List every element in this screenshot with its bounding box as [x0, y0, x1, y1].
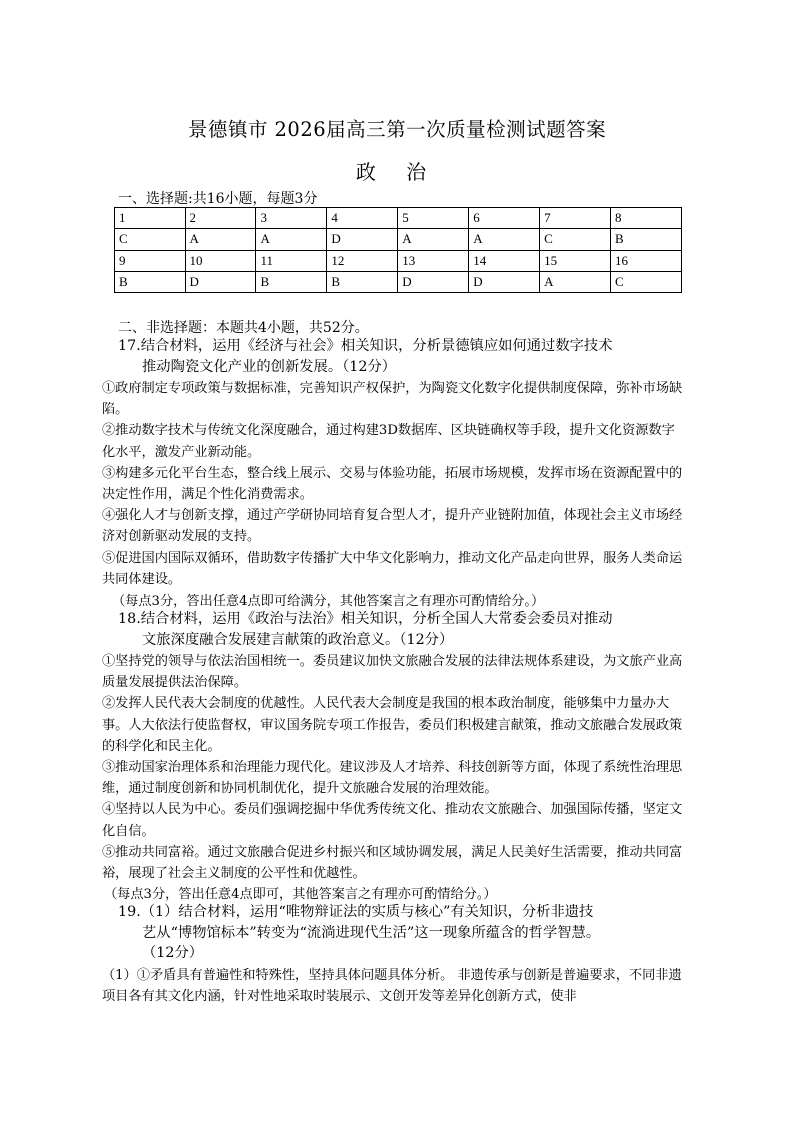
question-19-line1: 19.（1）结合材料，运用“唯物辩证法的实质与核心”有关知识，分析非遗技 — [118, 904, 594, 920]
q17-point-3: ③构建多元化平台生态，整合线上展示、交易与体验功能，拓展市场规模，发挥市场在资源配置中的决定性作用，满足个性化消费需求。 — [102, 465, 683, 503]
question-19 — [118, 902, 698, 964]
q17-point-1: ①政府制定专项政策与数据标准，完善知识产权保护，为陶瓷文化数字化提供制度保障，弥补市场缺陷。 — [102, 381, 683, 418]
question-number-cell: 4 — [327, 208, 398, 229]
answer-cell: D — [469, 271, 540, 292]
answer-cell: B — [611, 229, 682, 250]
question-number-cell: 12 — [327, 250, 398, 271]
question-18-line1: 18.结合材料，运用《政治与法治》相关知识，分析全国人大常委会委员对推动 — [118, 611, 613, 627]
question-number-row — [115, 250, 682, 271]
question-17-answer — [102, 378, 685, 590]
q18-scoring-note: （每点3分，答出任意4点即可，其他答案言之有理亦可酌情给分。） — [104, 887, 497, 902]
answer-cell: A — [398, 229, 469, 250]
q18-point-3: ③推动国家治理体系和治理能力现代化。建议涉及人才培养、科技创新等方面，体现了系统性治理思维，通过制度创新和协同机制优化，提升文旅融合发展的治理效能。 — [102, 760, 683, 797]
answer-row — [115, 271, 682, 292]
question-17-line1: 17.结合材料，运用《经济与社会》相关知识，分析景德镇应如何通过数字技术 — [118, 338, 613, 354]
question-19-line3: （12分） — [142, 945, 204, 961]
question-number-cell: 14 — [469, 250, 540, 271]
question-number-cell: 5 — [398, 208, 469, 229]
question-number-cell: 11 — [256, 250, 327, 271]
question-number-cell: 13 — [398, 250, 469, 271]
question-19-line2: 艺从“博物馆标本”转变为“流淌进现代生活”这一现象所蕴含的哲学智慧。 — [142, 924, 601, 941]
question-number-cell: 6 — [469, 208, 540, 229]
answer-cell: B — [115, 271, 186, 292]
q18-point-1: ①坚持党的领导与依法治国相统一。委员建议加快文旅融合发展的法律法规体系建设，为文旅产业高质量发展提供法治保障。 — [102, 654, 683, 691]
answer-cell: A — [540, 271, 611, 292]
question-number-cell: 7 — [540, 208, 611, 229]
question-number-cell: 15 — [540, 250, 611, 271]
answer-cell: C — [611, 271, 682, 292]
question-number-cell: 1 — [115, 208, 186, 229]
question-number-cell: 3 — [256, 208, 327, 229]
answer-row — [115, 229, 682, 250]
section2-heading: 二、非选择题：本题共4小题，共52分。 — [118, 320, 369, 336]
answer-cell: B — [327, 271, 398, 292]
question-18 — [118, 609, 698, 650]
q17-scoring-note: （每点3分，答出任意4点即可给满分，其他答案言之有理亦可酌情给分。） — [112, 594, 545, 609]
q17-point-5: ⑤促进国内国际双循环，借助数字传播扩大中华文化影响力，推动文化产品走向世界，服务人类命运共同体建设。 — [102, 550, 683, 587]
question-18-line2: 文旅深度融合发展建言献策的政治意义。（12分） — [142, 631, 454, 648]
answer-cell: B — [256, 271, 327, 292]
answer-cell: D — [327, 229, 398, 250]
subject-title: 政 治 — [355, 160, 439, 184]
answer-cell: D — [398, 271, 469, 292]
answer-cell: A — [185, 229, 256, 250]
answer-cell: A — [256, 229, 327, 250]
question-number-row — [115, 208, 682, 229]
q18-point-5: ⑤推动共同富裕。通过文旅融合促进乡村振兴和区域协调发展，满足人民美好生活需要，推动共同富裕，展现了社会主义制度的公平性和优越性。 — [102, 844, 683, 882]
question-17 — [118, 336, 698, 377]
question-17-line2: 推动陶瓷文化产业的创新发展。（12分） — [142, 358, 397, 375]
answer-cell: D — [185, 271, 256, 292]
q18-point-2: ②发挥人民代表大会制度的优越性。人民代表大会制度是我国的根本政治制度，能够集中力量办大事。人大依法行使监督权，审议国务院专项工作报告，委员们积极建言献策，推动文旅融合发展政策的科学化和民主化。 — [102, 696, 683, 754]
answer-cell: A — [469, 229, 540, 250]
q17-point-2: ②推动数字技术与传统文化深度融合，通过构建3D数据库、区块链确权等手段，提升文化资源数字化水平，激发产业新动能。 — [102, 423, 675, 460]
question-number-cell: 16 — [611, 250, 682, 271]
answer-table — [114, 207, 682, 293]
q18-point-4: ④坚持以人民为中心。委员们强调挖掘中华优秀传统文化、推动农文旅融合、加强国际传播，坚定文化自信。 — [102, 802, 683, 839]
question-number-cell: 10 — [185, 250, 256, 271]
answer-cell: C — [115, 229, 186, 250]
section1-heading: 一、选择题:共16小题，每题3分 — [118, 191, 318, 207]
question-18-answer — [102, 651, 685, 884]
q17-point-4: ④强化人才与创新支撑，通过产学研协同培育复合型人才，提升产业链附加值，体现社会主义市场经济对创新驱动发展的支持。 — [102, 508, 683, 545]
question-number-cell: 9 — [115, 250, 186, 271]
answer-cell: C — [540, 229, 611, 250]
question-19-answer — [102, 965, 685, 1007]
question-number-cell: 8 — [611, 208, 682, 229]
q19-answer-text: （1）①矛盾具有普遍性和特殊性，坚持具体问题具体分析。 非遗传承与创新是普遍要求，不同非遗项目各有其文化内涵，针对性地采取时装展示、文创开发等差异化创新方式，使非 — [102, 968, 682, 1005]
document-title: 景德镇市 2026届高三第一次质量检测试题答案 — [187, 118, 607, 141]
question-number-cell: 2 — [185, 208, 256, 229]
